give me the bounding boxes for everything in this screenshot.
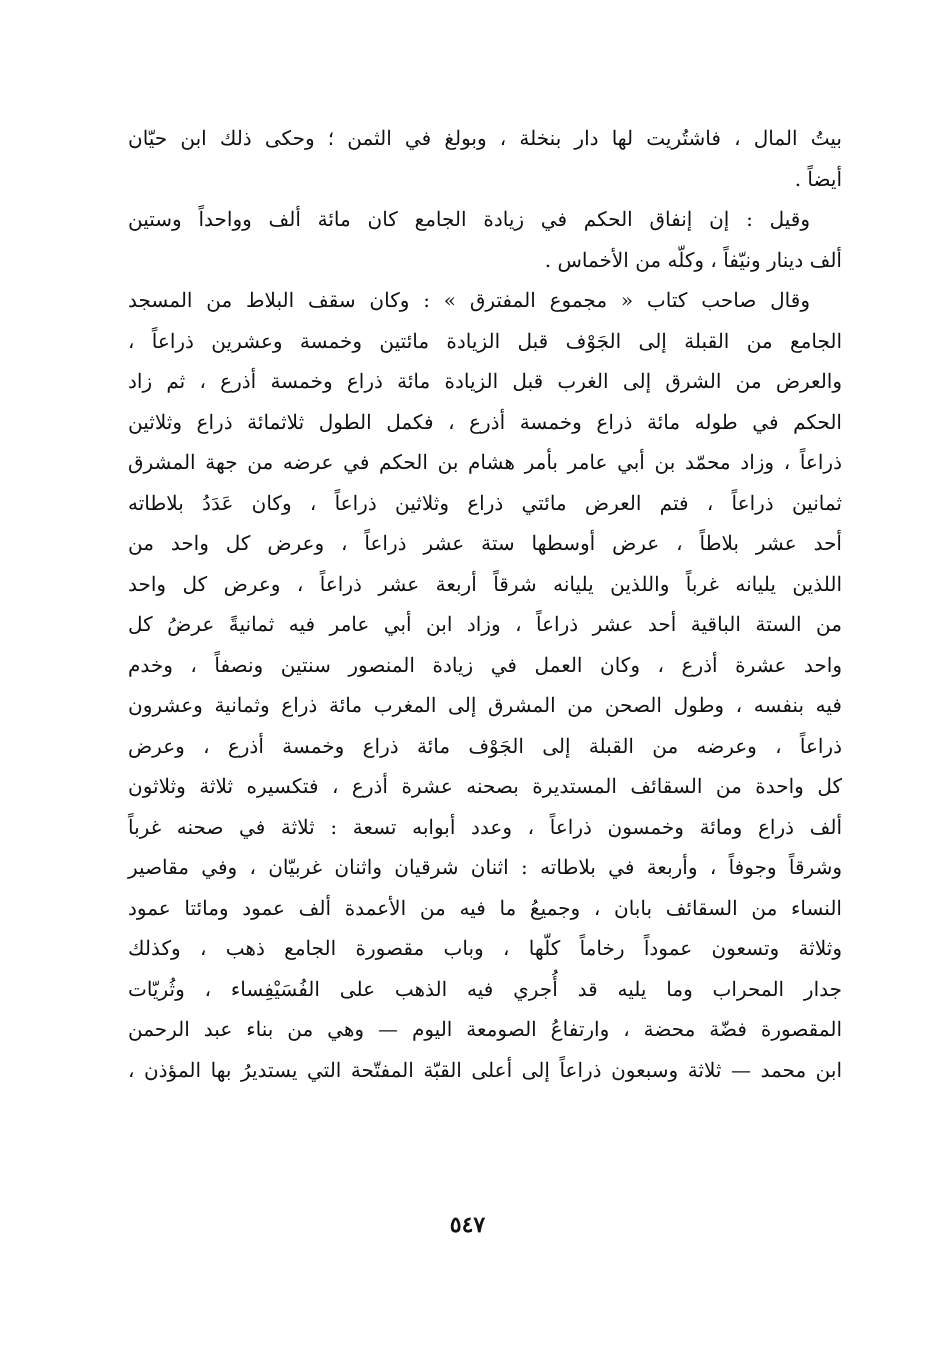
paragraph-3 [128, 280, 842, 1090]
text-line: وقيل : إن إنفاق الحكم في زيادة الجامع كان مائة ألف وواحداً وستين [128, 207, 810, 231]
body-text [128, 118, 842, 1090]
text-line: ذراعاً ، وعرضه من القبلة إلى الجَوْف مائة ذراع وخمسة أذرع ، وعرض [128, 733, 842, 758]
text-line: أيضاً . [794, 166, 842, 191]
text-line: من الستة الباقية أحد عشر ذراعاً ، وزاد ابن أبي عامر فيه ثمانيةً عرضُ كل [128, 612, 842, 636]
text-line: الحكم في طوله مائة ذراع وخمسة أذرع ، فكمل الطول ثلاثمائة ذراع وثلاثين [128, 409, 842, 434]
text-line: الجامع من القبلة إلى الجَوْف قبل الزيادة مائتين وخمسة وعشرين ذراعاً ، [128, 328, 843, 353]
text-line: والعرض من الشرق إلى الغرب قبل الزيادة مائة ذراع وخمسة أذرع ، ثم زاد [128, 369, 843, 393]
text-line: وقال صاحب كتاب « مجموع المفترق » : وكان سقف البلاط من المسجد [128, 288, 810, 312]
text-line: واحد عشرة أذرع ، وكان العمل في زيادة المنصور سنتين ونصفاً ، وخدم [128, 652, 842, 677]
page-number: ٥٤٧ [449, 1212, 486, 1238]
text-line: ذراعاً ، وزاد محمّد بن أبي عامر بأمر هشام بن الحكم في عرضه من جهة المشرق [128, 450, 842, 474]
text-line: بيتُ المال ، فاشتُريت لها دار بنخلة ، وبولغ في الثمن ؛ وحكى ذلك ابن حيّان [128, 126, 842, 150]
paragraph-1 [128, 118, 842, 199]
paragraph-2 [128, 199, 842, 280]
text-line: أحد عشر بلاطاً ، عرض أوسطها ستة عشر ذراعاً ، وعرض كل واحد من [128, 531, 842, 555]
text-line: ابن محمد — ثلاثة وسبعون ذراعاً إلى أعلى القبّة المفتّحة التي يستديرُ بها المؤذن ، [128, 1057, 842, 1082]
text-line: فيه بنفسه ، وطول الصحن من المشرق إلى المغرب مائة ذراع وثمانية وعشرون [128, 693, 842, 717]
text-line: ثمانين ذراعاً ، فتم العرض مائتي ذراع وثلاثين ذراعاً ، وكان عَدَدُ بلاطاته [128, 490, 842, 515]
text-line: النساء من السقائف بابان ، وجميعُ ما فيه من الأعمدة ألف عمود ومائتا عمود [128, 895, 842, 920]
text-line: وثلاثة وتسعون عموداً رخاماً كلّها ، وباب مقصورة الجامع ذهب ، وكذلك [128, 936, 842, 960]
text-line: وشرقاً وجوفاً ، وأربعة في بلاطاته : اثنان شرقيان واثنان غربيّان ، وفي مقاصير [128, 855, 842, 879]
text-line: ألف ذراع ومائة وخمسون ذراعاً ، وعدد أبوابه تسعة : ثلاثة في صحنه غرباً [128, 814, 842, 839]
text-line: كل واحدة من السقائف المستديرة بصحنه عشرة أذرع ، فتكسيره ثلاثة وثلاثون [128, 774, 842, 798]
text-line: جدار المحراب وما يليه قد أُجري فيه الذهب على الفُسَيْفِساء ، وثُريّات [128, 976, 842, 1001]
text-line: المقصورة فضّة محضة ، وارتفاعُ الصومعة اليوم — وهي من بناء عبد الرحمن [128, 1017, 842, 1041]
text-line: ألف دينار ونيّفاً ، وكلّه من الأخماس . [544, 247, 842, 272]
text-line: اللذين يليانه غرباً واللذين يليانه شرقاً أربعة عشر ذراعاً ، وعرض كل واحد [128, 571, 842, 596]
